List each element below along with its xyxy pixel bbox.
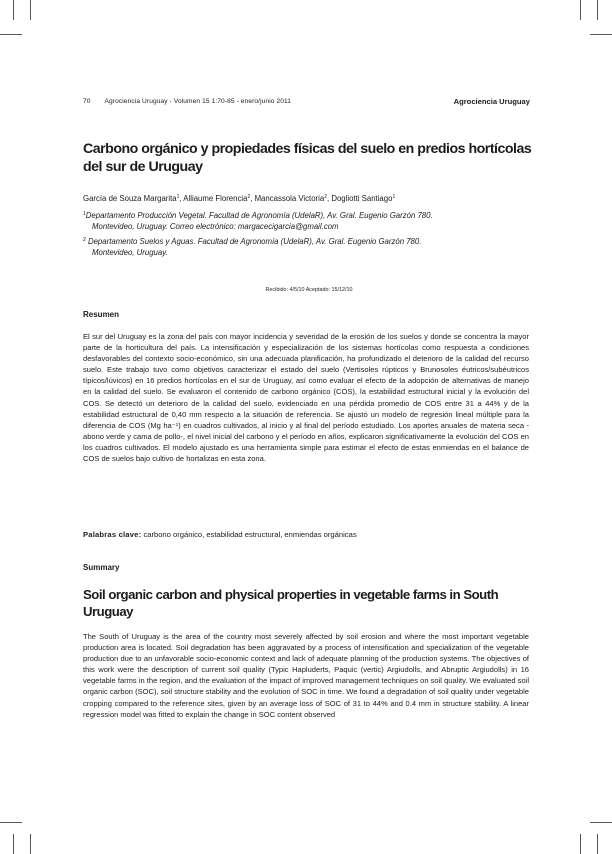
crop-mark-tr-v	[580, 0, 581, 20]
keywords	[83, 530, 357, 539]
crop-mark-br-v	[580, 834, 581, 854]
journal-info: Agrociencia Uruguay - Volumen 15 1:70-85 - enero/junio 2011	[104, 98, 292, 105]
crop-mark-tl-v2	[30, 0, 31, 20]
author: Dogliotti Santiago	[331, 194, 393, 203]
keywords-label: Palabras clave:	[83, 530, 142, 539]
journal-name: Agrociencia Uruguay	[453, 97, 530, 106]
affiliation-2: $^2$ Departamento Suelos y Aguas. Facultad de Agronomía (UdelaR), Av. Gral. Eugenio Garzón 780. Montevideo, Uruguay.	[83, 237, 422, 257]
crop-mark-bl-v2	[30, 834, 31, 854]
crop-mark-tl-h	[0, 34, 22, 35]
affiliation-1: $^1$Departamento Producción Vegetal. Facultad de Agronomía (UdelaR), Av. Gral. Eugenio Garzón 780. Montevideo, Uruguay. Correo electrónico: margacecigarcia@gmail.com	[83, 211, 433, 231]
resumen-text: El sur del Uruguay es la zona del país con mayor incidencia y severidad de la erosión de los suelos y donde se concentra la mayor parte de la horticultura del país. La intensificación y especialización de los sistemas hortícolas como respuesta a condiciones desfavorables del contexto socio-económico, sin una adecuada planificación, ha profundizado el deterioro de la calidad del recurso suelo. Este trabajo tuvo como objetivos caracterizar el estado del suelo (Vertisoles rúpticos y Brunosoles éutricos/subéutricos típicos/lúvicos) en 16 predios hortícolas en el sur de Uruguay, así como evaluar el efecto de la adopción de alternativas de manejo en la calidad del suelo. Se evaluaron el contenido de carbono orgánico (COS), la estabilidad estructural inicial y la evolución del COS. Se detectó un deterioro de la calidad del suelo, evidenciado en una pérdida promedio de COS entre 31 a 44% y de la estabilidad estructural de 0,40 mm respecto a la situación de referencia. Se ajustó un modelo de regresión lineal múltiple para la diferencia de COS (Mg ha⁻¹) en cuadros cultivados, al inicio y al final del período estudiado. Los aportes anuales de materia seca -abono verde y cama de pollo-, el nivel inicial del carbono y el período en años, explicaron significativamente la evolución del COS en los cuadros cultivados. El modelo ajustado es una herramienta simple para estimar el efecto de estas enmiendas en el balance de COS de suelos bajo cultivo de hortalizas en esta zona.	[83, 332, 529, 464]
crop-mark-br-h	[590, 822, 612, 823]
summary-text: The South of Uruguay is the area of the country most severely affected by soil erosion and where the most important vegetable production area is located. Soil degradation has been aggravated by a process of intensification and specialization of the vegetable production due to an unfavorable socio-economic context and lack of adequate planning of the production systems. The objectives of this work were the description of current soil quality (Typic Hapluderts, Paquic (vertic) Argiudolls, and Abruptic Argiudolls) in 16 vegetable farms in the region, and the evaluation of the impact of improved management techniques on soil quality. We evaluated soil organic carbon (SOC), soil structure stability and the evolution of SOC in time. We found a degradation of soil quality under vegetable cropping compared to the reference sites, given by an average loss of SOC of 31 to 44% and 0.4 mm in structure stability. A linear regression model was fitted to explain the change in SOC content observed	[83, 632, 529, 719]
crop-mark-tl-v	[13, 0, 14, 20]
author: Mancassola Victoria	[254, 194, 325, 203]
resumen-heading: Resumen	[83, 310, 120, 319]
crop-mark-br-v2	[597, 834, 598, 854]
crop-mark-bl-h	[0, 822, 22, 823]
article-title: Carbono orgánico y propiedades físicas del suelo en predios hortícolas del sur de Uruguay	[83, 141, 532, 175]
english-title: Soil organic carbon and physical properties in vegetable farms in South Uruguay	[83, 587, 499, 619]
author-list: García de Souza Margarita$^1$, Alliaume Florencia$^2$, Mancassola Victoria$^2$, Dogliotti Santiago$^1$	[83, 194, 396, 203]
summary-heading: Summary	[83, 563, 120, 572]
crop-mark-bl-v	[13, 834, 14, 854]
crop-mark-tr-v2	[597, 0, 598, 20]
author: Alliaume Florencia	[183, 194, 248, 203]
page-number: 70	[83, 98, 91, 105]
keywords-text: carbono orgánico, estabilidad estructural, enmiendas orgánicas	[143, 530, 357, 539]
author: García de Souza Margarita	[83, 194, 177, 203]
running-header	[83, 98, 291, 105]
received-accepted-dates: Recibido: 4/5/10 Aceptado: 15/12/10	[265, 287, 353, 293]
crop-mark-tr-h	[590, 34, 612, 35]
